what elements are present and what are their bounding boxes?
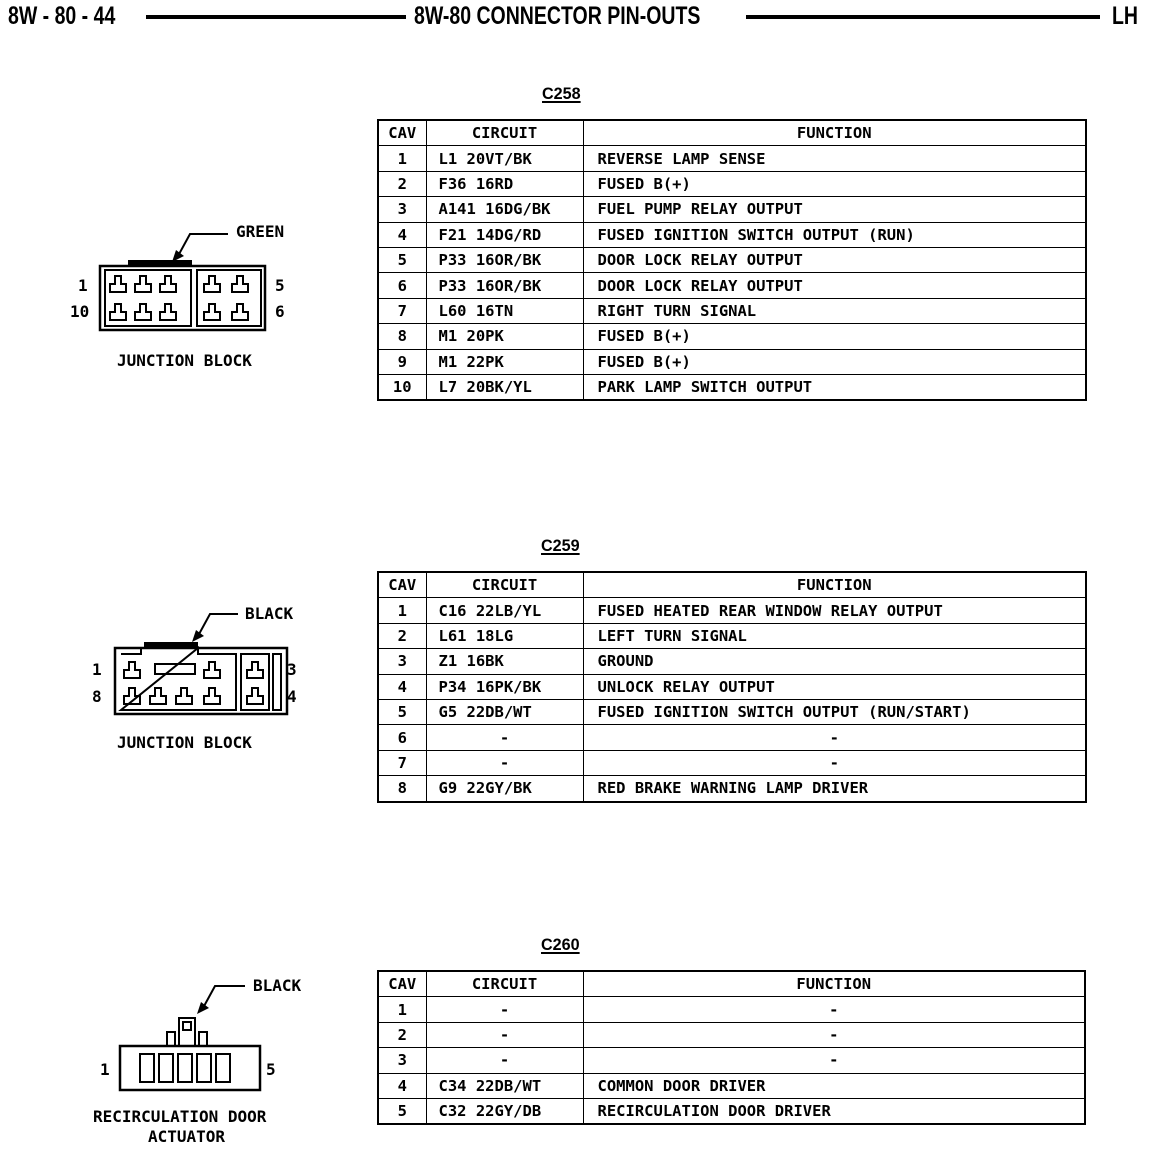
connector-face-c259 — [110, 608, 290, 718]
circuit-cell: - — [426, 725, 583, 750]
table-header-row — [378, 971, 1085, 997]
cav-cell: 3 — [378, 1048, 426, 1073]
page-number: 8W - 80 - 44 — [8, 2, 116, 30]
function-cell: LEFT TURN SIGNAL — [583, 623, 1086, 648]
circuit-cell: L60 16TN — [426, 298, 583, 323]
circuit-cell: C34 22DB/WT — [426, 1073, 583, 1098]
circuit-cell: M1 20PK — [426, 324, 583, 349]
table-row — [378, 1022, 1085, 1047]
table-header-row — [378, 572, 1086, 598]
table-row — [378, 349, 1086, 374]
table-row — [378, 197, 1086, 222]
function-cell: RECIRCULATION DOOR DRIVER — [583, 1098, 1085, 1124]
cav-cell: 9 — [378, 349, 426, 374]
function-cell: FUSED B(+) — [583, 349, 1086, 374]
pin-label-top-left: 1 — [78, 276, 88, 295]
pin-label-bottom-right: 4 — [287, 687, 297, 706]
function-cell: FUSED B(+) — [583, 324, 1086, 349]
table-row — [378, 1098, 1085, 1124]
table-row — [378, 222, 1086, 247]
cav-cell: 6 — [378, 273, 426, 298]
cav-cell: 1 — [378, 598, 426, 623]
function-cell: - — [583, 1048, 1085, 1073]
circuit-cell: A141 16DG/BK — [426, 197, 583, 222]
circuit-cell: M1 22PK — [426, 349, 583, 374]
table-row — [378, 725, 1086, 750]
connector-id-c259: C259 — [541, 536, 580, 555]
circuit-cell: C16 22LB/YL — [426, 598, 583, 623]
cav-cell: 1 — [378, 997, 426, 1022]
pinout-table-c258 — [377, 119, 1087, 401]
function-cell: RIGHT TURN SIGNAL — [583, 298, 1086, 323]
cav-cell: 3 — [378, 649, 426, 674]
connector-face-c260 — [115, 980, 275, 1095]
circuit-cell: P33 16OR/BK — [426, 273, 583, 298]
cav-cell: 5 — [378, 247, 426, 272]
header-rule-right — [746, 15, 1100, 19]
table-row — [378, 699, 1086, 724]
pinout-table-c259 — [377, 571, 1087, 803]
connector-color-label: BLACK — [253, 976, 302, 995]
table-row — [378, 171, 1086, 196]
circuit-cell: F21 14DG/RD — [426, 222, 583, 247]
table-row — [378, 623, 1086, 648]
cav-cell: 5 — [378, 1098, 426, 1124]
col-header-cav: CAV — [378, 971, 426, 997]
col-header-circuit: CIRCUIT — [426, 120, 583, 146]
circuit-cell: L61 18LG — [426, 623, 583, 648]
edition-code: LH — [1112, 2, 1138, 30]
cav-cell: 4 — [378, 674, 426, 699]
cav-cell: 2 — [378, 171, 426, 196]
circuit-cell: L7 20BK/YL — [426, 374, 583, 400]
cav-cell: 6 — [378, 725, 426, 750]
table-row — [378, 324, 1086, 349]
connector-face-c258 — [100, 226, 280, 336]
cav-cell: 5 — [378, 699, 426, 724]
cav-cell: 2 — [378, 1022, 426, 1047]
circuit-cell: G9 22GY/BK — [426, 776, 583, 802]
function-cell: REVERSE LAMP SENSE — [583, 146, 1086, 171]
connector-id-c260: C260 — [541, 935, 580, 954]
function-cell: RED BRAKE WARNING LAMP DRIVER — [583, 776, 1086, 802]
pin-label-top-right: 3 — [287, 660, 297, 679]
function-cell: FUSED IGNITION SWITCH OUTPUT (RUN/START) — [583, 699, 1086, 724]
pin-label-bottom-right: 6 — [275, 302, 285, 321]
pin-label-right: 5 — [266, 1060, 276, 1079]
function-cell: PARK LAMP SWITCH OUTPUT — [583, 374, 1086, 400]
table-header-row — [378, 120, 1086, 146]
col-header-cav: CAV — [378, 120, 426, 146]
col-header-cav: CAV — [378, 572, 426, 598]
table-row — [378, 374, 1086, 400]
connector-id-c258: C258 — [542, 84, 581, 103]
connector-location-label-line2: ACTUATOR — [148, 1127, 226, 1146]
function-cell: DOOR LOCK RELAY OUTPUT — [583, 273, 1086, 298]
table-row — [378, 997, 1085, 1022]
circuit-cell: C32 22GY/DB — [426, 1098, 583, 1124]
function-cell: GROUND — [583, 649, 1086, 674]
circuit-cell: Z1 16BK — [426, 649, 583, 674]
pin-label-top-right: 5 — [275, 276, 285, 295]
circuit-cell: - — [426, 1022, 583, 1047]
function-cell: - — [583, 1022, 1085, 1047]
cav-cell: 7 — [378, 298, 426, 323]
table-row — [378, 146, 1086, 171]
connector-color-label: BLACK — [245, 604, 294, 623]
function-cell: FUSED HEATED REAR WINDOW RELAY OUTPUT — [583, 598, 1086, 623]
function-cell: FUEL PUMP RELAY OUTPUT — [583, 197, 1086, 222]
circuit-cell: - — [426, 1048, 583, 1073]
circuit-cell: P34 16PK/BK — [426, 674, 583, 699]
cav-cell: 4 — [378, 222, 426, 247]
table-row — [378, 1048, 1085, 1073]
cav-cell: 8 — [378, 776, 426, 802]
circuit-cell: P33 16OR/BK — [426, 247, 583, 272]
function-cell: DOOR LOCK RELAY OUTPUT — [583, 247, 1086, 272]
cav-cell: 1 — [378, 146, 426, 171]
page-header — [0, 0, 1168, 36]
table-row — [378, 247, 1086, 272]
cav-cell: 4 — [378, 1073, 426, 1098]
col-header-function: FUNCTION — [583, 572, 1086, 598]
table-row — [378, 776, 1086, 802]
function-cell: FUSED IGNITION SWITCH OUTPUT (RUN) — [583, 222, 1086, 247]
circuit-cell: - — [426, 750, 583, 775]
table-row — [378, 298, 1086, 323]
table-row — [378, 649, 1086, 674]
cav-cell: 7 — [378, 750, 426, 775]
cav-cell: 3 — [378, 197, 426, 222]
table-row — [378, 273, 1086, 298]
col-header-circuit: CIRCUIT — [426, 971, 583, 997]
pinout-table-c260 — [377, 970, 1086, 1125]
function-cell: UNLOCK RELAY OUTPUT — [583, 674, 1086, 699]
table-row — [378, 1073, 1085, 1098]
function-cell: - — [583, 725, 1086, 750]
function-cell: COMMON DOOR DRIVER — [583, 1073, 1085, 1098]
table-row — [378, 598, 1086, 623]
cav-cell: 2 — [378, 623, 426, 648]
connector-location-label: JUNCTION BLOCK — [117, 733, 252, 752]
circuit-cell: L1 20VT/BK — [426, 146, 583, 171]
col-header-circuit: CIRCUIT — [426, 572, 583, 598]
function-cell: FUSED B(+) — [583, 171, 1086, 196]
connector-location-label: JUNCTION BLOCK — [117, 351, 252, 370]
function-cell: - — [583, 997, 1085, 1022]
circuit-cell: G5 22DB/WT — [426, 699, 583, 724]
pin-label-left: 1 — [100, 1060, 110, 1079]
cav-cell: 10 — [378, 374, 426, 400]
table-row — [378, 750, 1086, 775]
pin-label-top-left: 1 — [92, 660, 102, 679]
connector-location-label: RECIRCULATION DOOR — [93, 1107, 267, 1126]
pin-label-bottom-left: 10 — [70, 302, 90, 321]
function-cell: - — [583, 750, 1086, 775]
circuit-cell: - — [426, 997, 583, 1022]
pin-label-bottom-left: 8 — [92, 687, 102, 706]
connector-color-label: GREEN — [236, 222, 285, 241]
table-row — [378, 674, 1086, 699]
page-title: 8W-80 CONNECTOR PIN-OUTS — [414, 2, 701, 30]
cav-cell: 8 — [378, 324, 426, 349]
circuit-cell: F36 16RD — [426, 171, 583, 196]
col-header-function: FUNCTION — [583, 971, 1085, 997]
col-header-function: FUNCTION — [583, 120, 1086, 146]
header-rule-left — [146, 15, 406, 19]
